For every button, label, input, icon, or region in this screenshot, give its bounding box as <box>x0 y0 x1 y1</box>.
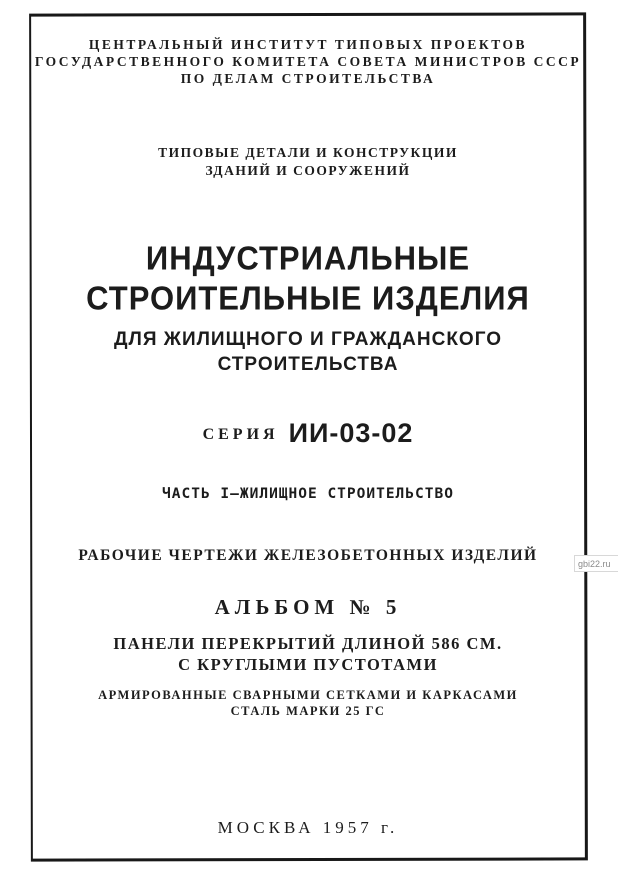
series-subtitle <box>32 144 584 180</box>
panels-line: ПАНЕЛИ ПЕРЕКРЫТИЙ ДЛИНОЙ 586 СМ. <box>113 634 503 653</box>
reinforcement-line: АРМИРОВАННЫЕ СВАРНЫМИ СЕТКАМИ И КАРКАСАМИ <box>98 688 518 702</box>
reinforcement-line: СТАЛЬ МАРКИ 25 ГС <box>230 704 386 718</box>
title-qualifier <box>32 327 584 377</box>
organization-line: ПО ДЕЛАМ СТРОИТЕЛЬСТВА <box>180 71 436 86</box>
main-title-line: СТРОИТЕЛЬНЫЕ ИЗДЕЛИЯ <box>86 279 530 317</box>
subtitle-line: ТИПОВЫЕ ДЕТАЛИ И КОНСТРУКЦИИ <box>158 145 458 160</box>
main-title-line: ИНДУСТРИАЛЬНЫЕ <box>145 239 471 277</box>
part-line: ЧАСТЬ I—ЖИЛИЩНОЕ СТРОИТЕЛЬСТВО <box>162 486 454 502</box>
organization-line: ГОСУДАРСТВЕННОГО КОМИТЕТА СОВЕТА МИНИСТРОВ СССР <box>34 54 582 69</box>
series-code: ИИ-03-02 <box>288 418 414 448</box>
main-title <box>32 238 584 318</box>
site-watermark: gbi22.ru <box>574 555 618 572</box>
subtitle-line: ЗДАНИЙ И СООРУЖЕНИЙ <box>205 163 411 178</box>
album-number: АЛЬБОМ № 5 <box>214 595 402 619</box>
organization-line: ЦЕНТРАЛЬНЫЙ ИНСТИТУТ ТИПОВЫХ ПРОЕКТОВ <box>88 37 528 52</box>
series-designation <box>32 418 584 449</box>
series-label: СЕРИЯ <box>202 426 279 443</box>
organization-header <box>32 36 584 87</box>
drawings-line: РАБОЧИЕ ЧЕРТЕЖИ ЖЕЛЕЗОБЕТОННЫХ ИЗДЕЛИЙ <box>78 547 538 564</box>
reinforcement-description <box>32 687 584 719</box>
panels-description <box>32 633 584 675</box>
panels-line: С КРУГЛЫМИ ПУСТОТАМИ <box>178 655 438 674</box>
qualifier-line: ДЛЯ ЖИЛИЩНОГО И ГРАЖДАНСКОГО <box>113 329 503 350</box>
imprint-moscow-1957: МОСКВА 1957 г. <box>217 818 399 837</box>
qualifier-line: СТРОИТЕЛЬСТВА <box>217 354 399 375</box>
